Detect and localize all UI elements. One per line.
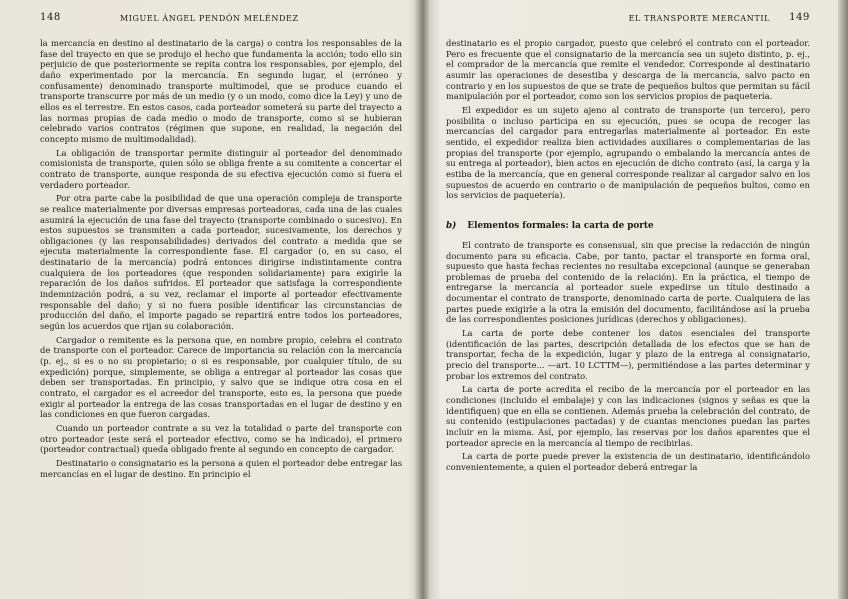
paragraph: El contrato de transporte es consensual, sin que precise la redacción de ningún documento para su eficacia. Cabe, por tanto, pactar el transporte en forma oral, supuesto que hasta fechas recientes no resultaba excepcional (aunque se generaban problemas de prueba del contenido de la relación). En la práctica, el tiempo de entregarse la mercancía al porteador suele expedirse un título destinado a documentar el contrato de transporte, denominado carta de porte. Cualquiera de las partes puede exigirle a la otra la emisión del documento, facilitándose así la prueba de las correspondientes posiciones jurídicas (derechos y obligaciones). [446,239,810,325]
paragraph: El expedidor es un sujeto ajeno al contrato de transporte (un tercero), pero posibilita o incluso participa en su ejecución, pues se ocupa de recoger las mercancías del cargador para entregarlas materialmente al porteador. En este sentido, el expedidor realiza bien actividades auxiliares o complementarias de las propias del transporte (por ejemplo, agrupando o embalando la mercancía antes de su entrega al porteador), bien actos en ejecución de dicho contrato (así, la carga y la estiba de la mercancía, que en general corresponde realizar al cargador salvo en los supuestos de acuerdo en contrario o de manipulación de pequeños bultos, como en los servicios de paquetería). [446,104,810,201]
left-page-number: 148 [40,12,61,23]
paragraph: La carta de porte debe contener los datos esenciales del transporte (identificación de las partes, descripción detallada de los efectos que se han de transportar, fecha de la expedición, lugar y plazo de la entrega al consignatario, precio del transporte... —art. 10 LCTTM—), permitiéndose a las partes determinar y probar los extremos del contrato. [446,328,810,381]
right-page-number: 149 [789,12,810,23]
paragraph: Por otra parte cabe la posibilidad de que una operación compleja de transporte se realice materialmente por diversas empresas porteadoras, cada una de las cuales asumirá la ejecución de una fase del trayecto (transporte combinado o sucesivo). En estos supuestos se transmiten a cada porteador, sucesivamente, los derechos y obligaciones (y las responsabilidades) derivados del contrato a medida que se ejecuta materialmente la correspondiente fase. El cargador (o, en su caso, el destinatario de la mercancía) podrá entonces dirigirse indistintamente contra cualquiera de los porteadores (que responden solidariamente) para exigirle la reparación de los daños sufridos. El porteador que satisfaga la correspondiente indemnización podrá, a su vez, reclamar el importe al porteador efectivamente responsable del daño; y si no fuera posible identificar las circunstancias de producción del daño, el importe pagado se repartirá entre todos los porteadores, según los acuerdos que rijan su colaboración. [40,193,402,332]
book-gutter [414,0,430,599]
right-page [446,0,810,599]
right-running-head: EL TRANSPORTE MERCANTIL [628,14,770,23]
section-heading [446,221,810,231]
left-page-body [40,38,402,479]
paragraph: Cuando un porteador contrate a su vez la totalidad o parte del transporte con otro porteador (este será el porteador efectivo, como se ha indicado), el primero (porteador contractual) queda obligado frente al segundo en concepto de cargador. [40,422,402,455]
paragraph: destinatario es el propio cargador, puesto que celebró el contrato con el porteador. Pero es frecuente que el consignatario de la mercancía sea un sujeto distinto, p. ej., el comprador de la mercancía que remite el vendedor. Corresponde al destinatario asumir las operaciones de desestiba y descarga de la mercancía, salvo pacto en contrario y en los supuestos de que se trate de pequeños bultos que permitan su fácil manipulación por el porteador, como son los servicios propios de paquetería. [446,38,810,102]
page-edge [838,0,848,599]
right-page-body [446,38,810,473]
section-letter: b) [446,220,457,231]
paragraph: Destinatario o consignatario es la persona a quien el porteador debe entregar las mercancías en el lugar de destino. En principio el [40,457,402,479]
paragraph: la mercancía en destino al destinatario de la carga) o contra los responsables de la fase del trayecto en que se produjo el hecho que fundamenta la acción; todo ello sin perjuicio de que posteriormente se repita contra los responsables, por ejemplo, del daño experimentado por la mercancía. En segundo lugar, el (erróneo y confusamente) denominado transporte multimodel, que se produce cuando el transporte transcurre por más de un medio (y o un modo, como dice la Ley) y uno de ellos es el terrestre. En estos casos, cada porteador someterá su parte del trayecto a las normas propias de cada medio o modo de transporte, como si se hubieran celebrado varios contratos (régimen que supone, en realidad, la negación del concepto mismo de multimodalidad). [40,38,402,144]
paragraph: La obligación de transportar permite distinguir al porteador del denominado comisionista de transporte, quien sólo se obliga frente a su comitente a concertar el contrato de transporte, aunque responda de su efectiva ejecución como si fuera el verdadero porteador. [40,147,402,190]
left-running-header [40,12,402,38]
left-running-head: MIGUEL ÁNGEL PENDÓN MELÉNDEZ [120,14,299,23]
left-page [40,0,402,599]
section-title: Elementos formales: la carta de porte [467,220,654,231]
paragraph: La carta de porte puede prever la existencia de un destinatario, identificándolo convenientemente, a quien el porteador deberá entregar la [446,451,810,472]
paragraph: La carta de porte acredita el recibo de la mercancía por el porteador en las condiciones (incluido el embalaje) y con las indicaciones (signos y señas es que la identifiquen) que en ella se contienen. Además prueba la celebración del contrato, de su contenido (estipulaciones pactadas) y de cuantas menciones puedan las partes incluir en la misma. Así, por ejemplo, las reservas por los daños aparentes que el porteador aprecie en la mercancía al tiempo de recibirlas. [446,384,810,448]
right-running-header [446,12,810,38]
paragraph: Cargador o remitente es la persona que, en nombre propio, celebra el contrato de transporte con el porteador. Carece de importancia su relación con la mercancía (p. ej., si es o no su propietario; o si es responsable, por cualquier título, de su expedición) porque, simplemente, se obliga a entregar al porteador las cosas que deben ser transportadas. En principio, y salvo que se indique otra cosa en el contrato, el cargador es el acreedor del transporte, esto es, la persona que puede exigir al porteador la entrega de las cosas transportadas en el lugar de destino y en las condiciones en que fueron cargadas. [40,334,402,420]
